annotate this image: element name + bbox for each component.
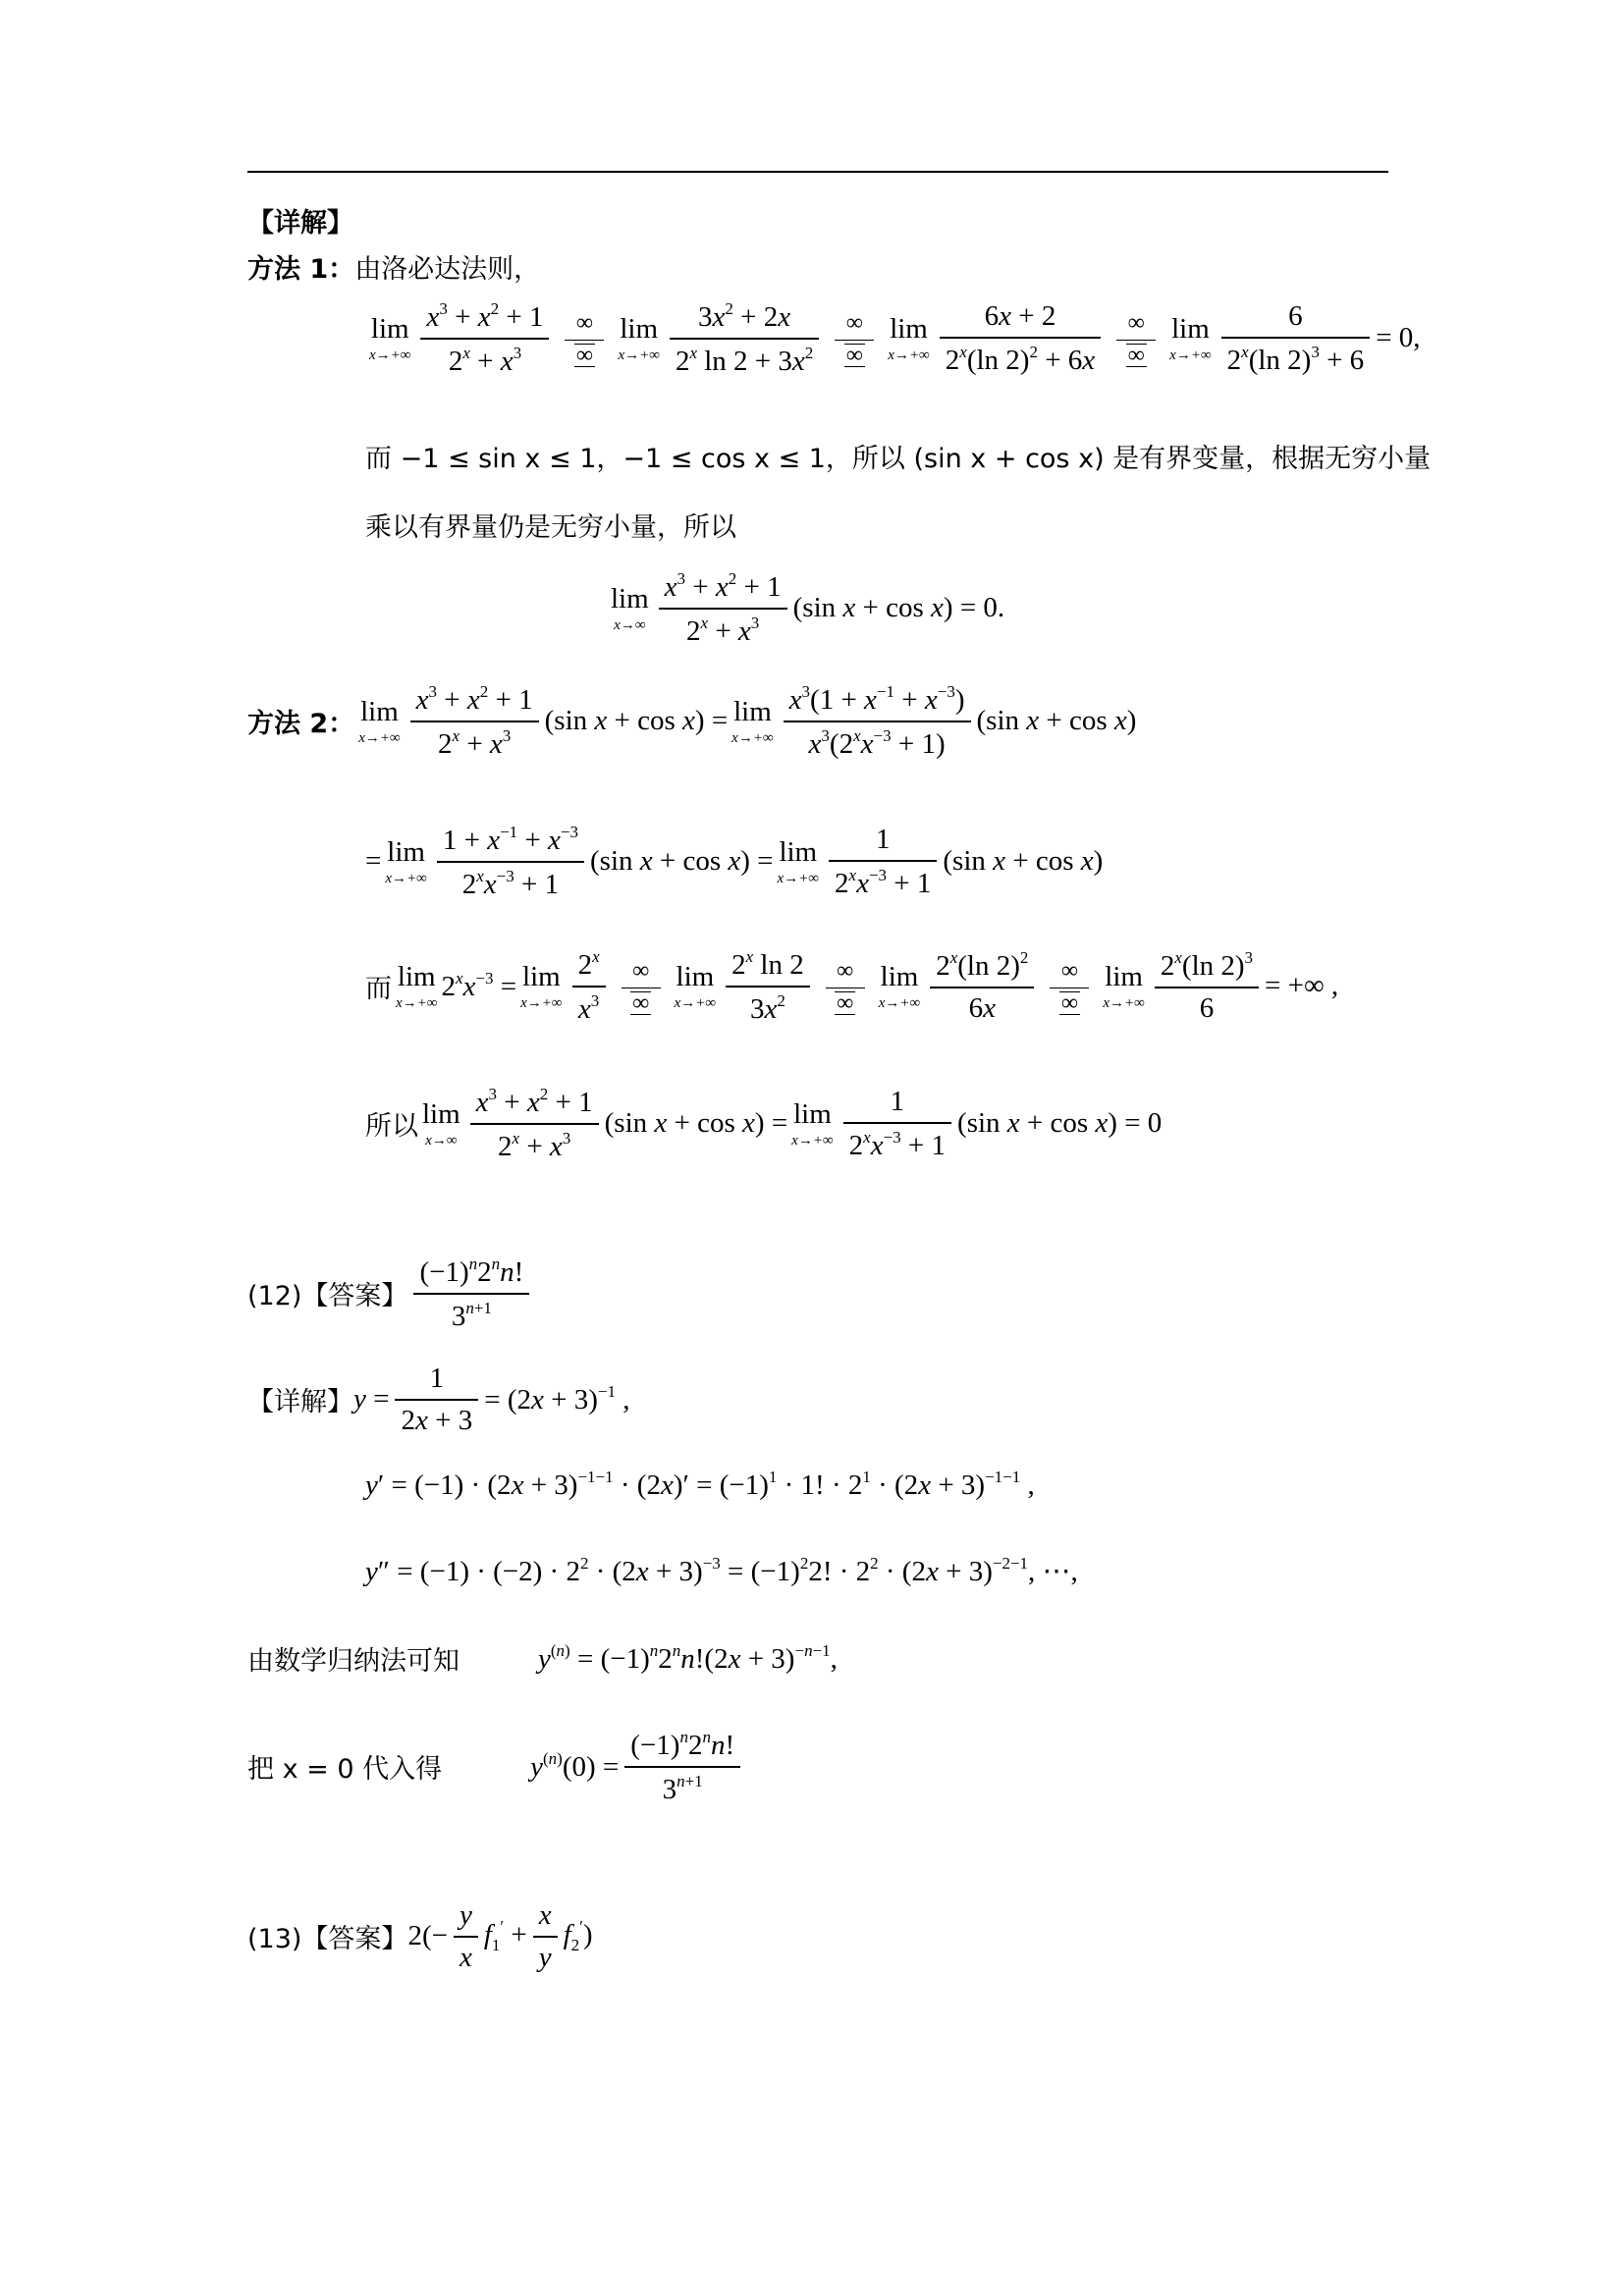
q12-first-derivative: $y' = (-1) \cdot (2x + 3)^{-1-1} \cdot (2x)' = (-1)^1 \cdot 1$! · $2^1 \cdot (2x + 3)^{-1-1}$ , [365, 1468, 1035, 1501]
section-header: 【详解】 [247, 208, 353, 239]
lhopital-chain: lim x→+∞ $\frac{x^3 + x^2 + 1}{2^x + x^3}$ ∞ ∞ lim x→+∞ $\frac{3x^2 + 2x}{2^x \ln 2 + 3x^2}$ ∞ ∞ lim x→+∞ $\frac{6x + 2}{2^x(\ln 2)^2 + 6x}$ ∞ ∞ lim x→+∞ $\frac{6}{2^x(\ln 2)^3 + 6}$ = 0, [369, 299, 1421, 377]
q12-substitute: 把 x = 0 代入得 $y^{(n)}(0)$ = $\frac{(-1)^n2^nn!}{3^{n+1}}$ [247, 1728, 746, 1806]
bounded-text-2: 乘以有界量仍是无穷小量，所以 [365, 512, 736, 543]
method2-line1: 方法 2： lim x→+∞ $\frac{x^3 + x^2 + 1}{2^x + x^3}$ (sin x + cos x) = lim x→+∞ $\frac{x^3(1 + x^{-1} + x^{-3})}{x^3(2^xx^{-3} + 1)}$ (sin x + cos x) [247, 682, 1137, 760]
method1-result: lim x→∞ $\frac{x^3 + x^2 + 1}{2^x + x^3}$ (sin x + cos x) = 0. [611, 569, 1005, 647]
method1-heading: 方法 1： 由洛必达法则， [247, 254, 541, 285]
method2-line3: 而 lim x→+∞ $2^xx^{-3}$ = lim x→+∞ $\frac{2^x}{x^3}$ ∞ ∞ lim x→+∞ $\frac{2^x \ln 2}{3x^2}$ ∞ ∞ lim x→+∞ $\frac{2^x(\ln 2)^2}{6x}$ ∞ ∞ lim x→+∞ $\frac{2^x(\ln 2)^3}{6}$ = +∞ , [365, 947, 1339, 1025]
method2-line2: = lim x→+∞ $\frac{1 + x^{-1} + x^{-3}}{2^xx^{-3} + 1}$ (sin x + cos x) = lim x→+∞ $\frac{1}{2^xx^{-3} + 1}$ (sin x + cos x) [365, 823, 1104, 900]
q12-induction: 由数学归纳法可知 $y^{(n)} = (-1)^n2^nn!(2x + 3)^{-n-1}$, [247, 1641, 838, 1677]
bounded-text-1: 而 −1 ≤ sin x ≤ 1，−1 ≤ cos x ≤ 1，所以 (sin x + cos x) 是有界变量，根据无穷小量 [365, 444, 1432, 474]
q12-answer: (12)【答案】 $\frac{(-1)^n2^nn!}{3^{n+1}}$ [247, 1255, 535, 1333]
q12-second-derivative: $y'' = (-1) \cdot (-2) \cdot 2^2 \cdot (2x + 3)^{-3} = (-1)^22$! · $2^2 \cdot (2x + 3)^{-2-1}$, ⋯, [365, 1554, 1078, 1587]
q12-detail: 【详解】 y = $\frac{1}{2x + 3}$ = $(2x + 3)^{-1}$ , [247, 1362, 630, 1436]
method2-line4: 所以 lim x→∞ $\frac{x^3 + x^2 + 1}{2^x + x^3}$ (sin x + cos x) = lim x→+∞ $\frac{1}{2^xx^{-3} + 1}$ (sin x + cos x) = 0 [365, 1085, 1163, 1162]
top-rule [247, 171, 1388, 173]
q13-answer: (13)【答案】 2(− $\frac{y}{x}$ $f_1'$ + $\frac{x}{y}$ $f_2'$) [247, 1899, 593, 1973]
